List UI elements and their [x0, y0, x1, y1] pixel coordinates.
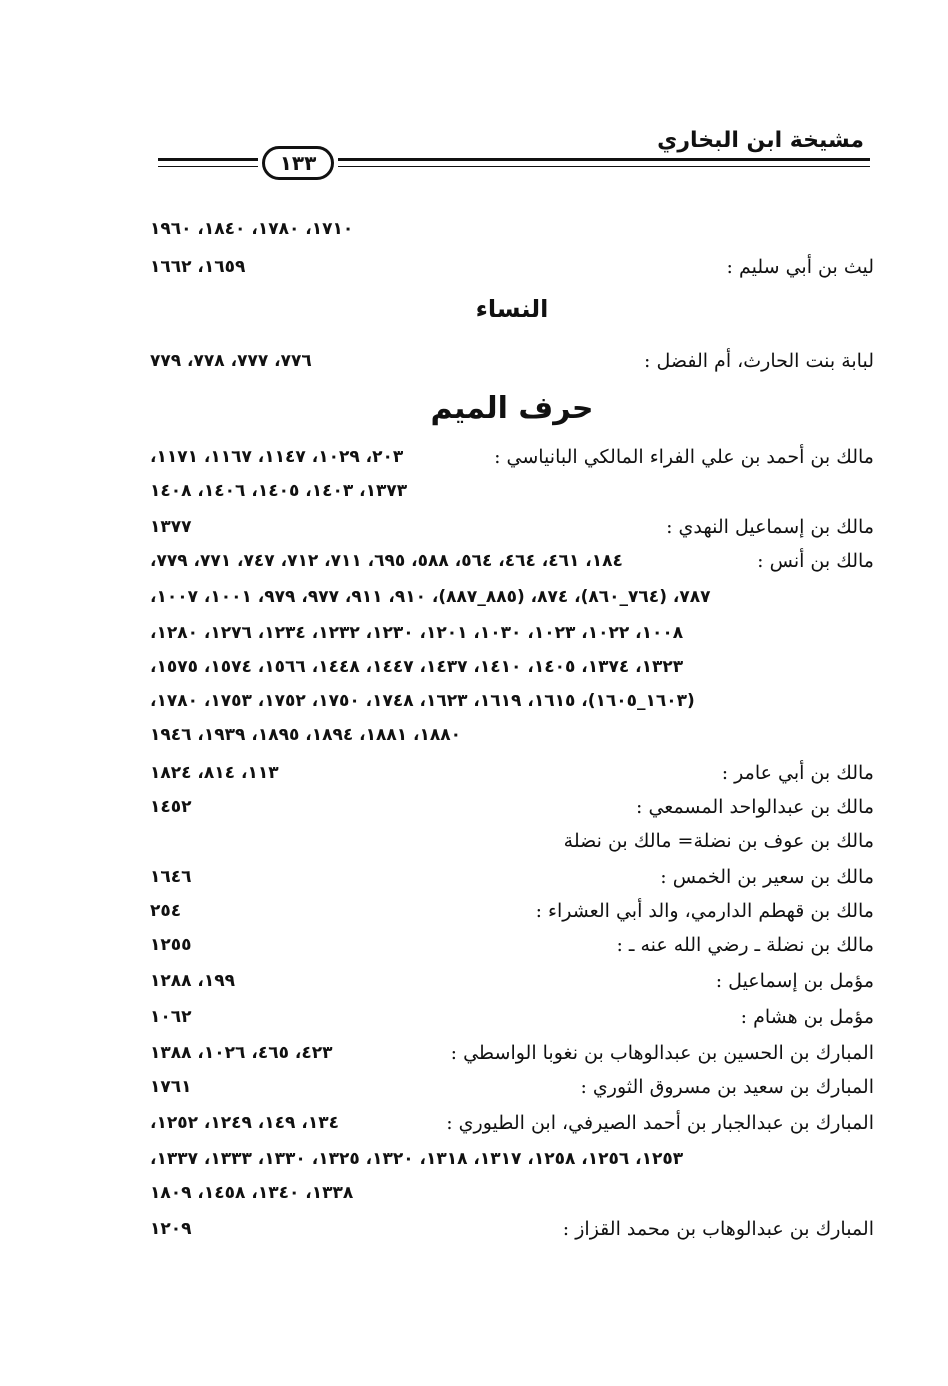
entry-row — [150, 1214, 874, 1244]
entry-numbers: ١٢٥٥ — [150, 935, 192, 955]
entry-numbers: ٢٠٣، ١٠٢٩، ١١٤٧، ١١٦٧، ١١٧١، — [150, 447, 404, 467]
entry-name: ليث بن أبي سليم : — [726, 256, 874, 278]
entry-row — [150, 826, 874, 856]
entry-continuation — [150, 720, 874, 750]
entry-row — [150, 442, 874, 472]
entry-numbers: ٧٧٦، ٧٧٧، ٧٧٨، ٧٧٩ — [150, 351, 312, 371]
entry-row — [150, 896, 874, 926]
entry-row — [150, 930, 874, 960]
entry-row — [150, 546, 874, 576]
entry-continuation — [150, 214, 874, 244]
entry-name: مؤمل بن هشام : — [740, 1006, 874, 1028]
entry-name: مالك بن عوف بن نضلة= مالك بن نضلة — [563, 830, 874, 852]
entry-numbers: ١٨٨٠، ١٨٨١، ١٨٩٤، ١٨٩٥، ١٩٣٩، ١٩٤٦ — [150, 725, 462, 745]
entry-continuation — [150, 476, 874, 506]
entry-row — [150, 512, 874, 542]
entry-numbers: ١٢٠٩ — [150, 1219, 192, 1239]
entry-numbers: ١٣٣٨، ١٣٤٠، ١٤٥٨، ١٨٠٩ — [150, 1183, 354, 1203]
entry-name: مؤمل بن إسماعيل : — [715, 970, 874, 992]
entry-name: المبارك بن الحسين بن عبدالوهاب بن نغوبا الواسطي : — [450, 1042, 874, 1064]
entry-name: المبارك بن سعيد بن مسروق الثوري : — [580, 1076, 874, 1098]
page-number: ١٣٣ — [262, 146, 334, 180]
entry-row — [150, 758, 874, 788]
entry-row — [150, 966, 874, 996]
entry-numbers: ٧٨٧، (٧٦٤_٨٦٠)، ٨٧٤، (٨٨٥_٨٨٧)، ٩١٠، ٩١١، ٩٧٧، ٩٧٩، ١٠٠١، ١٠٠٧، — [150, 587, 711, 607]
entry-numbers: ٢٥٤ — [150, 901, 182, 921]
entry-numbers: ١٠٦٢ — [150, 1007, 192, 1027]
entry-row — [150, 792, 874, 822]
section-heading: النساء — [475, 295, 549, 323]
entry-numbers: ١٨٤، ٤٦١، ٤٦٤، ٥٦٤، ٥٨٨، ٦٩٥، ٧١١، ٧١٢، ٧٤٧، ٧٧١، ٧٧٩، — [150, 551, 623, 571]
entry-continuation — [150, 582, 874, 612]
entry-numbers: ١٣٧٧ — [150, 517, 192, 537]
entry-name: المبارك بن عبدالوهاب بن محمد القزاز : — [562, 1218, 874, 1240]
header-rule — [158, 158, 258, 161]
entry-numbers: ١٣٤، ١٤٩، ١٢٤٩، ١٢٥٢، — [150, 1113, 339, 1133]
entry-numbers: ١٠٠٨، ١٠٢٢، ١٠٢٣، ١٠٣٠، ١٢٠١، ١٢٣٠، ١٢٣٢، ١٢٣٤، ١٢٧٦، ١٢٨٠، — [150, 623, 684, 643]
entry-name: المبارك بن عبدالجبار بن أحمد الصيرفي، ابن الطيوري : — [446, 1112, 874, 1134]
entry-numbers: ١٢٥٣، ١٢٥٦، ١٢٥٨، ١٣١٧، ١٣١٨، ١٣٢٠، ١٣٢٥، ١٣٣٠، ١٣٣٣، ١٣٣٧، — [150, 1149, 684, 1169]
entry-numbers: ١٦٥٩، ١٦٦٢ — [150, 257, 246, 277]
entry-name: مالك بن عبدالواحد المسمعي : — [636, 796, 874, 818]
header-rule — [338, 158, 870, 161]
entry-row — [150, 1002, 874, 1032]
entry-numbers: ١٣٢٣، ١٣٧٤، ١٤٠٥، ١٤١٠، ١٤٣٧، ١٤٤٧، ١٤٤٨، ١٥٦٦، ١٥٧٤، ١٥٧٥، — [150, 657, 684, 677]
running-title: مشيخة ابن البخاري — [657, 128, 864, 153]
entry-continuation — [150, 686, 874, 716]
entry-name: مالك بن نضلة ـ رضي الله عنه ـ : — [616, 934, 874, 956]
entry-numbers: ١٧١٠، ١٧٨٠، ١٨٤٠، ١٩٦٠ — [150, 219, 354, 239]
entry-numbers: ١٣٧٣، ١٤٠٣، ١٤٠٥، ١٤٠٦، ١٤٠٨ — [150, 481, 408, 501]
entry-row — [150, 862, 874, 892]
entry-name: مالك بن أحمد بن علي الفراء المالكي البانياسي : — [494, 446, 874, 468]
entry-name: مالك بن إسماعيل النهدي : — [666, 516, 874, 538]
header-rule — [158, 166, 258, 167]
entry-continuation — [150, 652, 874, 682]
entry-name: مالك بن أنس : — [757, 550, 874, 572]
entry-row — [150, 1108, 874, 1138]
entry-numbers: (١٦٠٣_١٦٠٥)، ١٦١٥، ١٦١٩، ١٦٢٣، ١٧٤٨، ١٧٥٠، ١٧٥٢، ١٧٥٣، ١٧٨٠، — [150, 691, 695, 711]
entry-name: مالك بن قهطم الدارمي، والد أبي العشراء : — [535, 900, 874, 922]
entry-numbers: ١١٣، ٨١٤، ١٨٢٤ — [150, 763, 279, 783]
entry-row — [150, 346, 874, 376]
entry-name: مالك بن سعير بن الخمس : — [660, 866, 874, 888]
entry-row — [150, 252, 874, 282]
entry-row — [150, 1072, 874, 1102]
entry-continuation — [150, 618, 874, 648]
entry-continuation — [150, 1144, 874, 1174]
entry-numbers: ١٩٩، ١٢٨٨ — [150, 971, 236, 991]
entry-name: مالك بن أبي عامر : — [721, 762, 874, 784]
entry-name: لبابة بنت الحارث، أم الفضل : — [644, 350, 874, 372]
header-rule — [338, 166, 870, 167]
entry-numbers: ١٧٦١ — [150, 1077, 192, 1097]
entry-numbers: ١٤٥٢ — [150, 797, 192, 817]
entry-numbers: ١٦٤٦ — [150, 867, 192, 887]
section-heading: حرف الميم — [430, 391, 594, 426]
entry-numbers: ٤٢٣، ٤٦٥، ١٠٢٦، ١٣٨٨ — [150, 1043, 333, 1063]
entry-row — [150, 1038, 874, 1068]
entry-continuation — [150, 1178, 874, 1208]
